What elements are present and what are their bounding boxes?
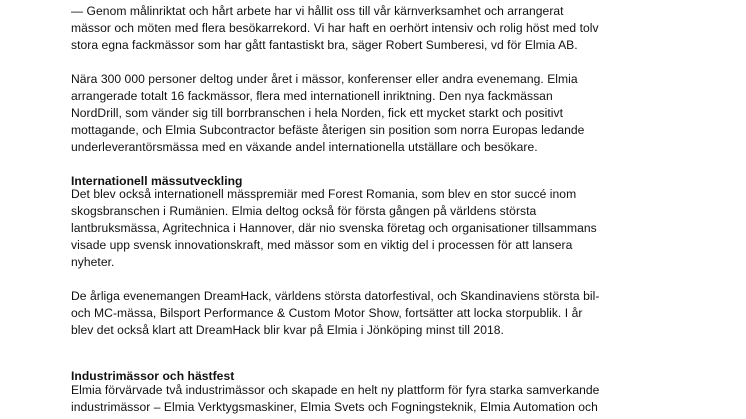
body-text-line: underleverantörsmässa med en växande andel internationella utställare och besökare. xyxy=(71,140,538,154)
body-text-line: visade upp svensk innovationskraft, med mässor som en viktig del i processen för att lansera xyxy=(71,238,573,252)
body-text-line: Det blev också internationell mässpremiär med Forest Romania, som blev en stor succé inom xyxy=(71,187,577,201)
document-page xyxy=(71,0,711,419)
body-text-line: lantbruksmässa, Agritechnica i Hannover, där nio svenska företag och organisationer tillsammans xyxy=(71,221,597,235)
body-text-line: och MC-mässa, Bilsport Performance & Custom Motor Show, fortsätter att locka storpublik. I år xyxy=(71,306,583,320)
body-text-line: De årliga evenemangen DreamHack, världens största datorfestival, och Skandinaviens största bil- xyxy=(71,289,600,303)
body-text-line: blev det också klart att DreamHack blir kvar på Elmia i Jönköping minst till 2018. xyxy=(71,323,504,337)
body-text-line: — Genom målinriktat och hårt arbete har vi hållit oss till vår kärnverksamhet och arrangerat xyxy=(71,4,564,18)
body-text-line: mässor och möten med flera besökarrekord. Vi har haft en oerhört intensiv och rolig höst med tolv xyxy=(71,21,599,35)
body-text-line: Nära 300 000 personer deltog under året i mässor, konferenser eller andra evenemang. Elmia xyxy=(71,72,578,86)
body-text-line: industrimässor – Elmia Verktygsmaskiner, Elmia Svets och Fogningsteknik, Elmia Automation och xyxy=(71,400,598,414)
body-text-line: nyheter. xyxy=(71,255,115,269)
body-text-line: mottagande, och Elmia Subcontractor befäste återigen sin position som norra Europas ledande xyxy=(71,123,585,137)
section-heading: Industrimässor och hästfest xyxy=(71,369,235,383)
body-text-line: arrangerade totalt 16 fackmässor, flera med internationell inriktning. Den nya fackmässan xyxy=(71,89,553,103)
body-text-line: skogsbranschen i Rumänien. Elmia deltog också för första gången på världens största xyxy=(71,204,537,218)
body-text-line: Elmia förvärvade två industrimässor och skapade en helt ny plattform för fyra starka samverkande xyxy=(71,383,600,397)
section-heading: Internationell mässutveckling xyxy=(71,174,243,188)
body-text-line: NordDrill, som vänder sig till borrbranschen i hela Norden, fick ett mycket starkt och positivt xyxy=(71,106,564,120)
body-text-line: stora egna fackmässor som har gått fantastiskt bra, säger Robert Sumberesi, vd för Elmia AB. xyxy=(71,38,578,52)
